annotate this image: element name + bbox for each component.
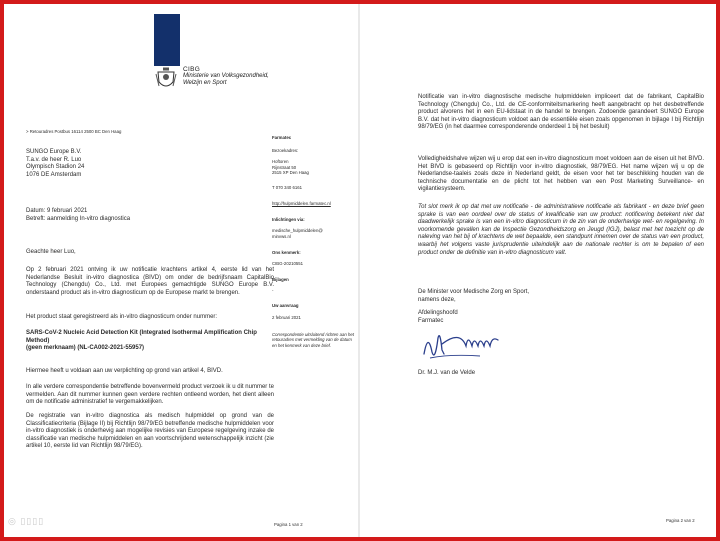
sidebar-attachments-value: - — [272, 288, 274, 294]
ministry-name — [183, 66, 303, 88]
letter-page-2 — [360, 4, 716, 537]
sidebar-our-ref-label: Ons kenmerk: — [272, 249, 301, 255]
closing-minister: De Minister voor Medische Zorg en Sport, namens deze, — [418, 289, 530, 303]
sidebar-website-link[interactable]: http://hulpmiddelen.farmatec.nl — [272, 200, 331, 206]
product-registration: SARS-CoV-2 Nucleic Acid Detection Kit (Integrated Isothermal Amplification Chip Method) (geen merknaam) (NL-CA002-2021-55957) — [26, 330, 257, 352]
p2-paragraph-ce-marking: Notificatie van in-vitro diagnostische medische hulpmiddelen impliceert dat de fabrikant, CapitalBio Technology (Chengdu) Co., Ltd. de CE-conformiteitsmarkering heeft aangebracht op het desbetreffende product alvorens het in een EU-lidstaat in de handel te brengen. Zodoende garandeert SUNGO Europe B.V. dat het in-vitro diagnosticum voldoet aan de essentiële eisen zoals opgenomen in bijlage I bij Richtlijn 98/79/EG (in het daarmee corresponderende onderdeel 1 bij het besluit) — [418, 94, 704, 131]
sidebar-info-label: Inlichtingen via: — [272, 216, 305, 222]
sidebar-visit-label: Bezoekadres: — [272, 147, 299, 153]
sidebar-attachments-label: Bijlagen — [272, 277, 289, 283]
sidebar-info-email[interactable]: medische_hulpmiddelen@ minvws.nl — [272, 227, 323, 239]
p2-paragraph-status: Tot slot merk ik op dat met uw notificatie - de administratieve notificatie als fabrikant - en deze brief geen sprake is van een oordeel over de status of kwalificatie van uw product: notificering betekent niet dat daadwerkelijk sprake is van een in-vitro diagnosticum in de zin van de onderhavige wet- en regelgeving. In voorkomende gevallen kan de Inspectie Gezondheidszorg en Jeugd (IGJ), belast met het toezicht op de naleving van het bij of krachtens de wet bepaalde, een standpunt innemen over de status van een product, waarbij het volgens vaste jurisprudentie uiteindelijk aan de nationale rechter is om te bepalen of een product onder de definitie van in-vitro diagnosticum valt. — [418, 204, 704, 256]
page-1-footer: Pagina 1 van 2 — [274, 522, 303, 527]
addressee-block: SUNGO Europe B.V. T.a.v. de heer R. Luo Olympisch Stadion 24 1076 DE Amsterdam — [26, 149, 85, 178]
org-abbreviation: CIBG — [183, 66, 201, 73]
org-name-line-2: Welzijn en Sport — [183, 80, 227, 87]
salutation: Geachte heer Luo, — [26, 249, 76, 255]
page-2-footer: Pagina 2 van 2 — [666, 518, 695, 523]
sidebar-department: Farmatec — [272, 134, 292, 140]
sidebar-phone: T 070 340 6161 — [272, 185, 303, 191]
signatory-department: Afdelingshoofd Farmatec — [418, 310, 458, 324]
letter-subject: Betreft: aanmelding In-vitro diagnostica — [26, 216, 131, 222]
paragraph-reference-number: In alle verdere correspondentie betreffende bovenvermeld product verzoek ik u dit nummer te vermelden. Aan dit nummer kunnen geen verdere rechten ontleend worden, het dient alleen om de notificatie administratief te vergemakkelijken. — [26, 384, 274, 406]
return-address: > Retouradres Postbus 16114 2500 BC Den Haag — [26, 129, 122, 134]
sidebar-your-letter-value: 2 februari 2021 — [272, 314, 301, 320]
org-name-line-1: Ministerie van Volksgezondheid, — [183, 73, 269, 80]
ministry-logo-bar — [154, 14, 180, 66]
paragraph-obligation: Hiermee heeft u voldaan aan uw verplichting op grond van artikel 4, BIVD. — [26, 368, 223, 374]
sidebar-visit-address: Hoftoren Rijnstraat 50 2515 XP Den Haag — [272, 158, 309, 176]
sidebar-our-ref: CIBG-20210551 — [272, 260, 304, 266]
watermark-logo-icon: ◎ ▯▯▯▯ — [8, 516, 45, 526]
handwritten-signature-icon — [420, 324, 506, 366]
paragraph-registered: Het product staat geregistreerd als in-vitro diagnosticum onder nummer: — [26, 314, 218, 320]
letter-date: Datum: 9 februari 2021 — [26, 208, 88, 214]
sidebar — [272, 129, 354, 354]
sidebar-correspondence-note: Correspondentie uitsluitend richten aan het retouradres met vermelding van de datum en het kenmerk van deze brief. — [272, 331, 354, 348]
sidebar-your-letter-label: Uw aanvraag — [272, 303, 299, 309]
coat-of-arms-icon — [154, 66, 178, 92]
paragraph-classification: De registratie van in-vitro diagnostica als medisch hulpmiddel op grond van de Classificatiecriteria (Bijlage II) bij Richtlijn 98/79/EG betreffende medische hulpmiddelen voor in-vitro diagnostiek is onderhevig aan mogelijke revisies van Europese regelgeving inzake de classificatie van medische hulpmiddelen en aan voortschrijdend wetenschappelijk inzicht (zie artikel 10, eerste lid van Richtlijn 98/79/EG). — [26, 413, 274, 450]
p2-paragraph-requirements: Volledigheidshalve wijzen wij u erop dat een in-vitro diagnosticum moet voldoen aan de eisen uit het BIVD. Het BIVD is gebaseerd op Richtlijn voor in-vitro diagnostiek, 98/79/EG. Het name wijzen wij u op de Nederlandse-taaleis zoals deze in Nederland geldt, de eisen voor het ter beschikking houden van de technische documentatie en de plicht tot het hebben van een Post Marketing Surveillance- en vigilantiesysteem. — [418, 156, 704, 193]
signatory-name: Dr. M.J. van de Velde — [418, 370, 476, 376]
letter-page-1 — [4, 4, 358, 537]
paragraph-notification: Op 2 februari 2021 ontving ik uw notificatie krachtens artikel 4, eerste lid van het Nederlandse Besluit in-vitro diagnostica (BIVD) om onder de bedrijfsnaam CapitalBio Technology (Chengdu) Co., Ltd. met Europees gemachtigde SUNGO Europe B.V. onderstaand product als in-vitro diagnosticum op de Europese markt te brengen. — [26, 267, 274, 296]
